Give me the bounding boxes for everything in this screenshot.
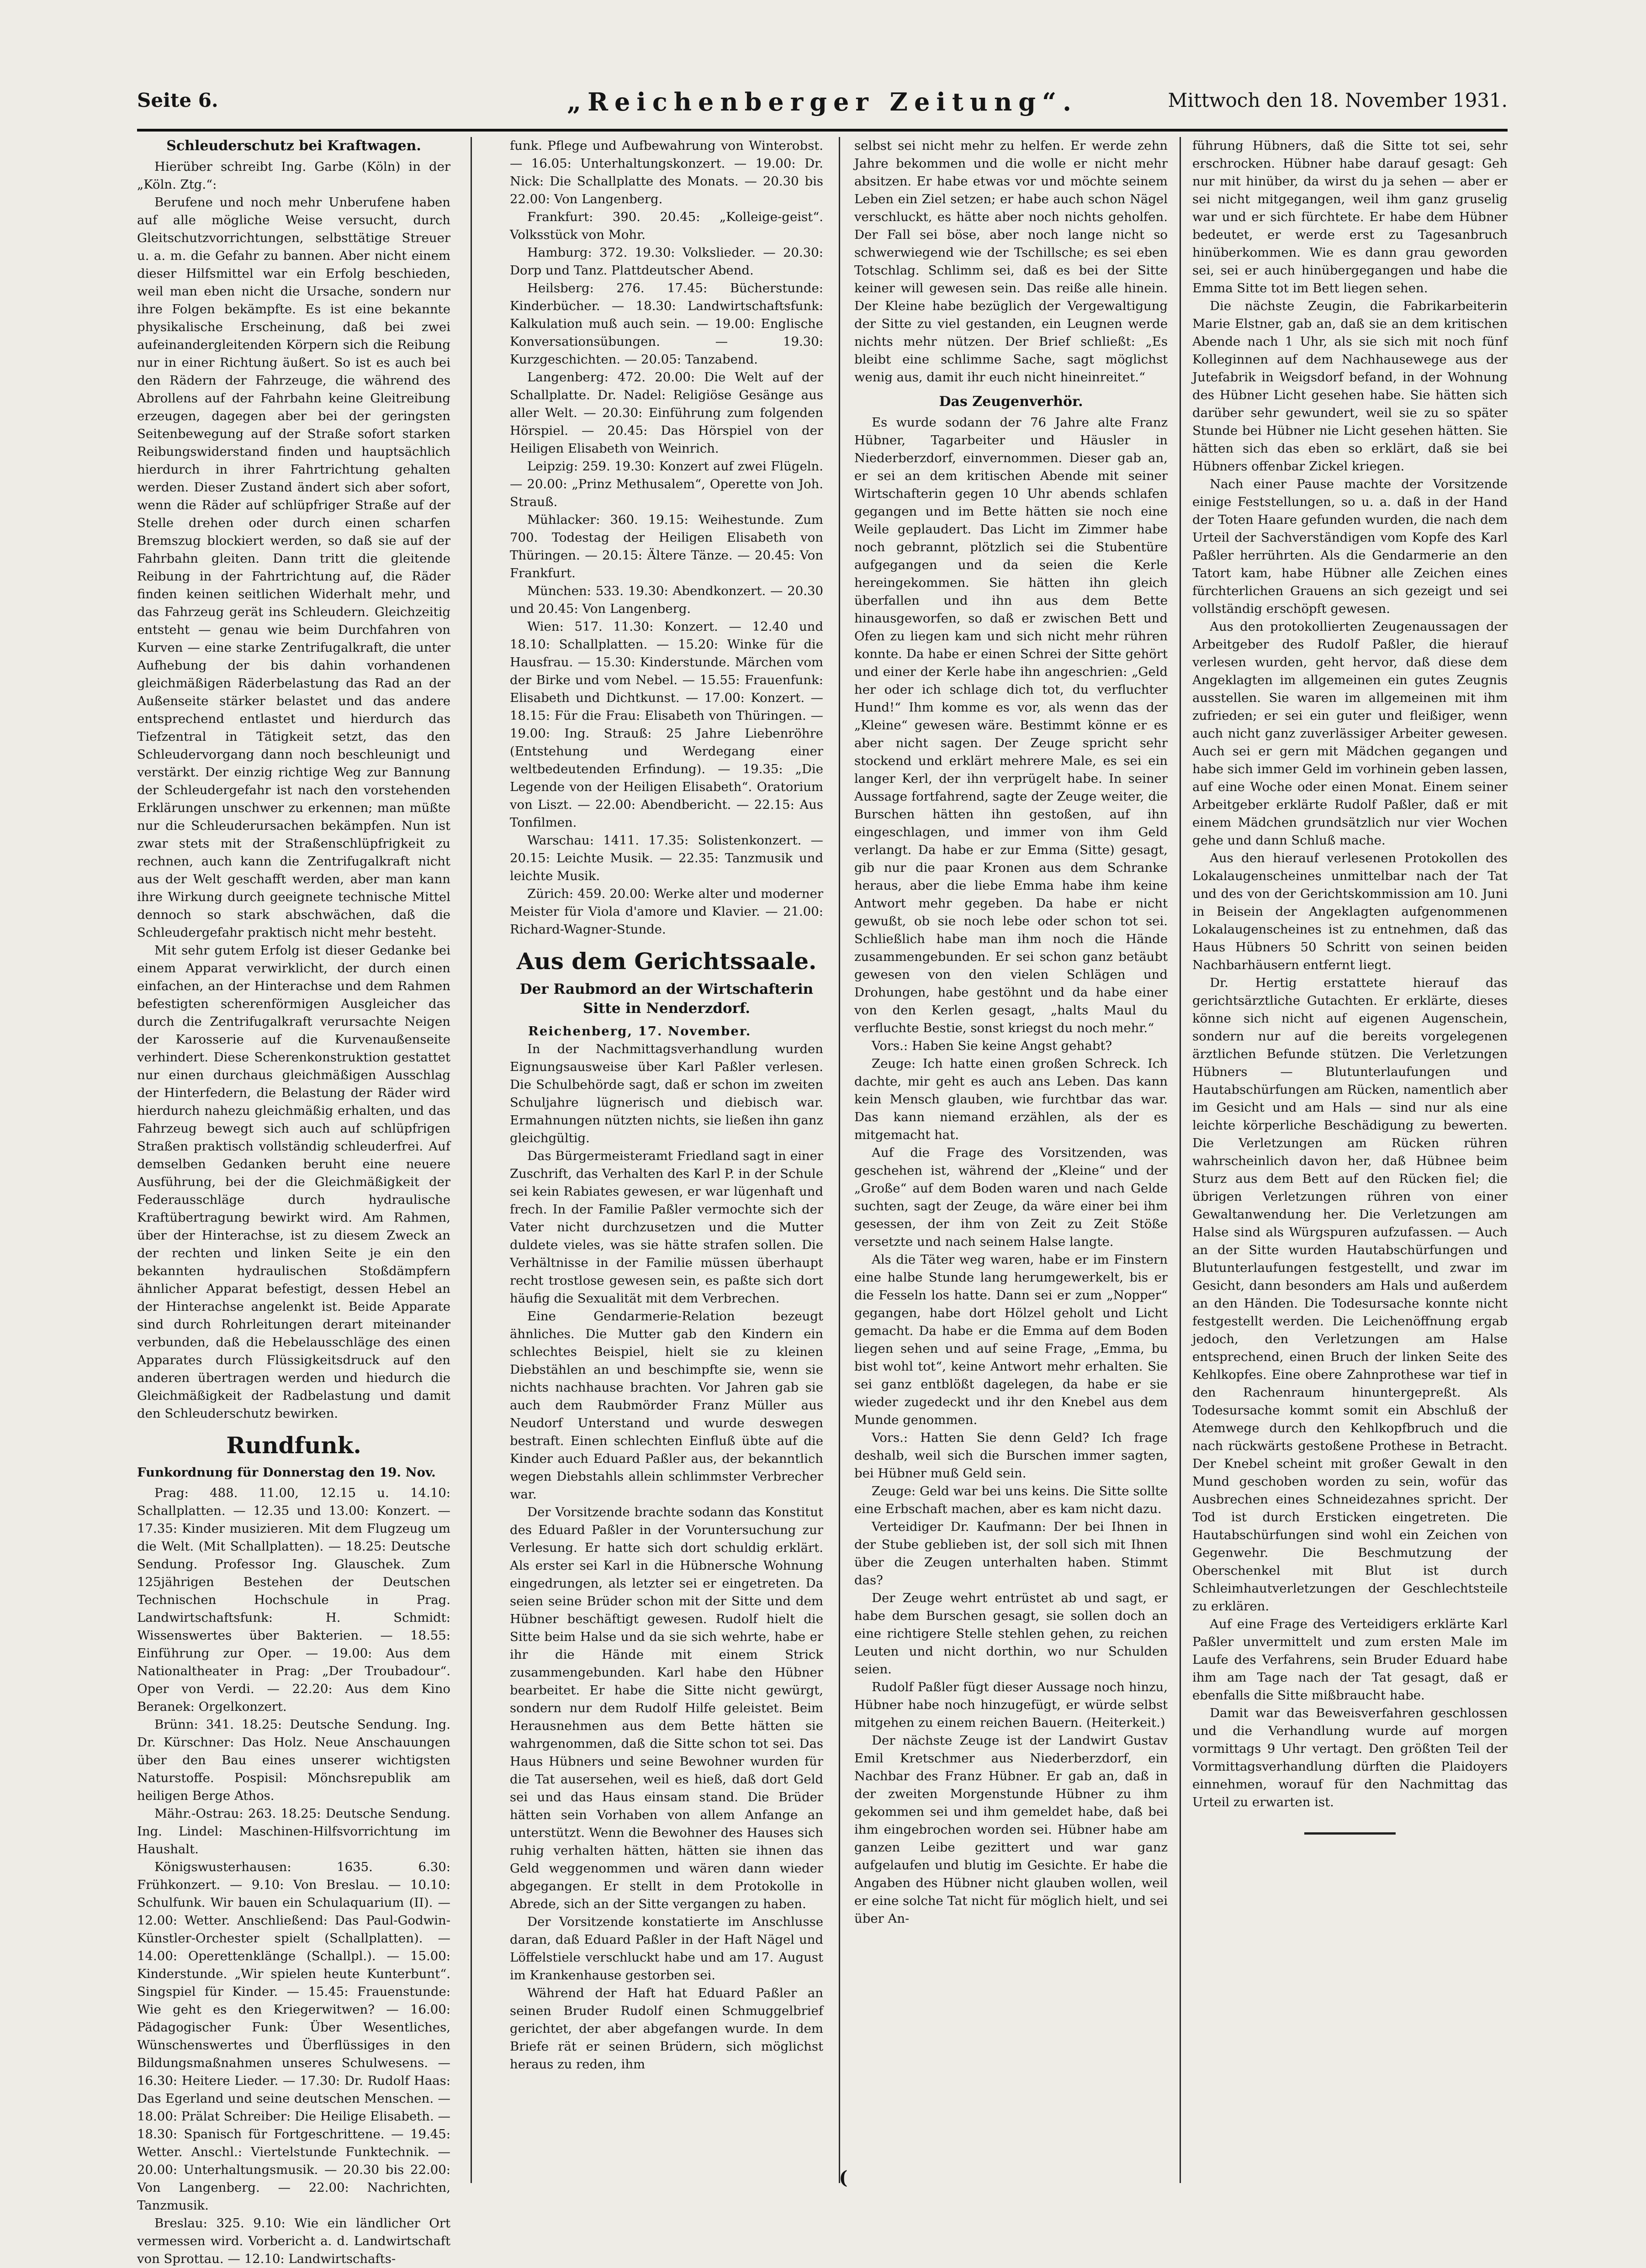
- dateline: [510, 1023, 823, 1040]
- paragraph: Der Vorsitzende konstatierte im Anschlusse daran, daß Eduard Paßler in der Haft Nägel und Löffelstiele verschluckt habe und am 17. August im Krankenhause gestorben sei.: [510, 1915, 823, 1983]
- page-number: Seite 6.: [137, 89, 218, 111]
- paragraph: Der nächste Zeuge ist der Landwirt Gustav Emil Kretschmer aus Niederberzdorf, ein Nachbar des Franz Hübner. Er gab an, daß in der zweiten Morgenstunde Hübner zu ihm gekommen sei und ihm gemeldet habe, daß bei ihm eingebrochen worden sei. Hübner habe am ganzen Leibe gezittert und war ganz aufgelaufen und blutig im Gesichte. Er habe die Angaben des Hübner nicht glauben wollen, weil er eine solche Tat nicht für möglich hielt, und sei über An-: [854, 1733, 1168, 1926]
- issue-date: Mittwoch den 18. November 1931.: [1168, 89, 1508, 111]
- paragraph: Nach einer Pause machte der Vorsitzende einige Feststellungen, so u. a. daß in der Hand der Toten Haare gefunden wurden, die nach dem Urteil der Sachverständigen vom Kopfe des Karl Paßler herrührten. Als die Gendarmerie an den Tatort kam, habe Hübner alle Zeichen eines fürchterlichen Grauens an sich gezeigt und sei vollständig erschöpft gewesen.: [1192, 477, 1508, 616]
- radio-listing: Wien: 517. 11.30: Konzert. — 12.40 und 18.10: Schallplatten. — 15.20: Winke für die Hausfrau. — 15.30: Kinderstunde. Märchen vom der Birke und vom Nebel. — 15.55: Frauenfunk: Elisabeth und Dichtkunst. — 17.00: Konzert. — 18.15: Für die Frau: Elisabeth von Thüringen. — 19.00: Ing. Strauß: 25 Jahre Liebenröhre (Entstehung und Werdegang einer weltbedeutenden Erfindung). — 19.35: „Die Legende von der Heiligen Elisabeth“. Oratorium von Liszt. — 22.00: Abendbericht. — 22.15: Aus Tonfilmen.: [510, 619, 823, 830]
- radio-listing: Prag: 488. 11.00, 12.15 u. 14.10: Schallplatten. — 12.35 und 13.00: Konzert. — 17.35: Kinder musizieren. Mit dem Flugzeug um die Welt. (Mit Schallplatten). — 18.25: Deutsche Sendung. Professor Ing. Glauschek. Zum 125jährigen Bestehen der Deutschen Technischen Hochschule in Prag. Landwirtschaftsfunk: H. Schmidt: Wissenswertes über Bakterien. — 18.55: Einführung zur Oper. — 19.00: Aus dem Nationaltheater in Prag: „Der Troubadour“. Oper von Verdi. — 22.20: Aus dem Kino Beranek: Orgelkonzert.: [137, 1486, 450, 1714]
- paragraph: Dr. Hertig erstattete hierauf das gerichtsärztliche Gutachten. Er erklärte, dieses könne sich nicht auf eigenen Augenschein, sondern nur auf die bereits vorgelegenen ärztlichen Befunde stützen. Die Verletzungen Hübners — Blutunterlaufungen und Hautabschürfungen am Rücken, namentlich aber im Gesicht und am Hals — sind nur als eine leichte körperliche Beschädigung zu bewerten. Die Verletzungen am Rücken rühren wahrscheinlich davon her, daß Hübnee beim Sturz aus dem Bett auf den Rücken fiel; die übrigen Verletzungen rühren von einer Gewaltanwendung her. Die Verletzungen am Halse sind als Würgspuren aufzufassen. — Auch an der Sitte wurden Hautabschürfungen und Blutunterlaufungen festgestellt, und zwar im Gesicht, dann besonders am Hals und außerdem an den Händen. Die Todesursache konnte nicht festgestellt werden. Die Leichenöffnung ergab jedoch, den Verletzungen am Halse entsprechend, einen Bruch der linken Seite des Kehlkopfes. Eine obere Zahnprothese war tief in den Rachenraum hinuntergepreßt. Als Todesursache kommt somit ein Abschluß der Atemwege durch den Kehlkopfbruch und die nach rückwärts gestoßene Prothese in Betracht. Der Knebel scheint mit großer Gewalt in den Mund geschoben worden zu sein, wofür das Ausbrechen eines Schneidezahnes spricht. Der Tod ist durch Ersticken eingetreten. Die Hautabschürfungen sind wohl ein Zeichen von Gegenwehr. Die Beschmutzung der Oberschenkel mit Blut ist durch Schleimhautverletzungen der Geschlechtsteile zu erklären.: [1192, 976, 1508, 1614]
- section-heading-court: Aus dem Gerichtssaale.: [516, 948, 817, 975]
- paragraph: führung Hübners, daß die Sitte tot sei, sehr erschrocken. Hübner habe darauf gesagt: Geh nur mit hinüber, da wirst du ja sehen — aber er sei nicht mitgegangen, weil ihm ganz gruselig war und er sich fürchtete. Er habe dem Hübner bedeutet, er werde erst zu Tagesanbruch hinüberkommen. Wie es dann grau geworden sei, sei er auch hinübergegangen und habe die Emma Sitte tot im Bett liegen sehen.: [1192, 138, 1508, 295]
- paragraph: selbst sei nicht mehr zu helfen. Er werde zehn Jahre bekommen und die wolle er nicht mehr absitzen. Er habe etwas vor und möchte seinem Leben ein Ziel setzen; er habe auch schon Nägel verschluckt, es hätte aber noch nichts geholfen. Der Fall sei böse, aber noch lange nicht so schwerwiegend wie der Tschillsche; es sei eben Totschlag. Schlimm sei, daß es bei der Sitte keiner will gewesen sein. Das reiße alle hinein. Der Kleine habe bezüglich der Vergewaltigung der Sitte zu viel gestanden, ein Leugnen werde nichts mehr nützen. Der Brief schließt: „Es bleibt eine schlimme Sache, sagt möglichst wenig aus, damit ihr euch nicht hineinreitet.“: [854, 138, 1168, 385]
- paragraph: Aus den hierauf verlesenen Protokollen des Lokalaugenscheines unmittelbar nach der Tat und des von der Gerichtskommission am 10. Juni in Beisein der Angeklagten aufgenommenen Lokalaugenscheines ist zu entnehmen, daß das Haus Hübners 50 Schritt von seinen beiden Nachbarhäusern entfernt liegt.: [1192, 851, 1508, 972]
- radio-listing: Mühlacker: 360. 19.15: Weihestunde. Zum 700. Todestag der Heiligen Elisabeth von Thüringen. — 20.15: Ältere Tänze. — 20.45: Von Frankfurt.: [510, 512, 823, 580]
- column-4: [1192, 137, 1508, 2183]
- paragraph: Das Bürgermeisteramt Friedland sagt in einer Zuschrift, das Verhalten des Karl P. in der Schule sei kein Rabiates gewesen, er war lügenhaft und frech. In der Familie Paßler vermochte sich der Vater nicht durchzusetzen und die Mutter duldete vieles, was sie hätte strafen sollen. Die Verhältnisse in der Familie müssen überhaupt recht trostlose gewesen sein, es paßte sich dort häufig die Sexualität mit dem Verbrechen.: [510, 1149, 823, 1306]
- radio-listing: Frankfurt: 390. 20.45: „Kolleige-geist“. Volksstück von Mohr.: [510, 210, 823, 242]
- paragraph: Während der Haft hat Eduard Paßler an seinen Bruder Rudolf einen Schmuggelbrief gerichtet, der aber abgefangen wurde. In dem Briefe rät er seinen Brüdern, sich möglichst heraus zu reden, ihm: [510, 1986, 823, 2072]
- witness-answer: Der Zeuge wehrt entrüstet ab und sagt, er habe dem Burschen gesagt, sie sollen doch an eine richtigere Stelle stehlen gehen, zu reichen Leuten und nicht dorthin, wo nur Schulden seien.: [854, 1591, 1168, 1677]
- radio-listing: Hamburg: 372. 19.30: Volkslieder. — 20.30: Dorp und Tanz. Plattdeutscher Abend.: [510, 245, 823, 278]
- paragraph: Die nächste Zeugin, die Fabrikarbeiterin Marie Elstner, gab an, daß sie an dem kritischen Abende nach 1 Uhr, als sie sich mit noch fünf Kolleginnen auf dem Nachhausewege aus der Jutefabrik in Weigsdorf befand, in der Wohnung des Hübner Licht gesehen habe. Sie hätten sich darüber sehr gewundert, weil sie zu so später Stunde bei Hübner nie Licht gesehen hätten. Sie hätten sich das eben so erklärt, daß sie bei Hübners offenbar Zickel kriegen.: [1192, 299, 1508, 474]
- paragraph: In der Nachmittagsverhandlung wurden Eignungsausweise über Karl Paßler verlesen. Die Schulbehörde sagt, daß er schon im zweiten Schuljahre lügnerisch und diebisch war. Ermahnungen nützten nichts, sie ließen ihn ganz gleichgültig.: [510, 1042, 823, 1145]
- column-divider: [839, 137, 840, 2183]
- paragraph: Es wurde sodann der 76 Jahre alte Franz Hübner, Tagarbeiter und Häusler in Niederberzdorf, einvernommen. Dieser gab an, er sei an dem kritischen Abende mit seiner Wirtschafterin gegen 10 Uhr abends schlafen gegangen und im Bette hätten sie noch eine Weile geplaudert. Das Licht im Zimmer habe noch gebrannt, plötzlich sei die Stubentüre aufgegangen und da seien die Kerle hereingekommen. Sie hätten ihn gleich überfallen und ihn aus dem Bette hinausgeworfen, so daß er zwischen Bett und Ofen zu liegen kam und sich nicht mehr rühren konnte. Da habe er einen Schrei der Sitte gehört und einer der Kerle habe ihn angeschrien: „Geld her oder ich schlage dich tot, du verfluchter Hund!“ Ihm komme es vor, als wenn das der „Kleine“ gewesen wäre. Bestimmt könne er es aber nicht sagen. Der Zeuge spricht sehr stockend und erklärt mehrere Male, es sei ein langer Kerl, der ihn verprügelt habe. In seiner Aussage fortfahrend, sagte der Zeuge weiter, die Burschen hätten ihn gestoßen, auf ihn eingeschlagen, und immer von ihm Geld verlangt. Da habe er zur Emma (Sitte) gesagt, gib nur die paar Kronen aus dem Schranke heraus, aber die liebe Emma habe ihm keine Antwort mehr gegeben. Da habe er nicht gewußt, ob sie noch lebe oder schon tot sei. Schließlich habe man ihm noch die Hände zusammengebunden. Er sei schon ganz betäubt gewesen von den vielen Schlägen und Drohungen, habe gestöhnt und da habe einer von den Kerlen gesagt, „halts Maul du verfluchte Bestie, sonst kriegst du noch mehr.“: [854, 415, 1168, 1035]
- article-end-rule: [1304, 1832, 1396, 1835]
- court-question: Vors.: Haben Sie keine Angst gehabt?: [872, 1039, 1112, 1053]
- paragraph: Mit sehr gutem Erfolg ist dieser Gedanke bei einem Apparat verwirklicht, der durch einen einfachen, an der Hinterachse und dem Rahmen befestigten scherenförmigen Ausgleicher das durch die Zentrifugalkraft verursachte Neigen der Karosserie auf die Kurvenaußenseite verhindert. Diese Scherenkonstruktion gestattet nur einen durchaus gleichmäßigen Ausschlag der Hinterfedern, die Belastung der Räder wird hierdurch nahezu gleichmäßig erhalten, und das Fahrzeug bewegt sich auch auf schlüpfrigen Straßen praktisch vollständig schleuderfrei. Auf demselben Gedanken beruht eine neuere Ausführung, bei der die Gleichmäßigkeit der Federausschläge durch hydraulische Kraftübertragung bewirkt wird. Am Rahmen, über der Hinterachse, ist zu diesem Zweck an der rechten und linken Seite je ein den bekannten hydraulischen Stoßdämpfern ähnlicher Apparat befestigt, dessen Hebel an der Hinterachse angelenkt ist. Beide Apparate sind durch Rohrleitungen derart miteinander verbunden, daß die Hebelausschläge des einen Apparates durch Flüssigkeitsdruck auf den anderen übertragen werden und hiedurch die Gleichmäßigkeit der Radbelastung und damit den Schleuderschutz bewirken.: [137, 943, 450, 1421]
- column-1: [137, 137, 450, 2266]
- paragraph: Auf eine Frage des Verteidigers erklärte Karl Paßler unvermittelt und zum ersten Male im Laufe des Verfahrens, sein Bruder Eduard habe ihm am Tage nach der Tat gesagt, daß er ebenfalls die Sitte mißbraucht habe.: [1192, 1617, 1508, 1703]
- paragraph: Hierüber schreibt Ing. Garbe (Köln) in der „Köln. Ztg.“:: [137, 159, 450, 192]
- column-divider: [471, 137, 472, 2183]
- radio-listing: Königswusterhausen: 1635. 6.30: Frühkonzert. — 9.10: Von Breslau. — 10.10: Schulfunk. Wir bauen ein Schulaquarium (II). — 12.00: Wetter. Anschließend: Das Paul-Godwin-Künstler-Orchester spielt (Schallplatten). — 14.00: Operettenklänge (Schallpl.). — 15.00: Kinderstunde. „Wir spielen heute Kunterbunt“. Singspiel für Kinder. — 15.45: Frauenstunde: Wie geht es den Kriegerwitwen? — 16.00: Pädagogischer Funk: Über Wesentliches, Wünschenswertes und Überflüssiges in den Bildungsmaßnahmen unseres Schulwesens. — 16.30: Heitere Lieder. — 17.30: Dr. Rudolf Haas: Das Egerland und seine deutschen Menschen. — 18.00: Prälat Schreiber: Die Heilige Elisabeth. — 18.30: Spanisch für Fortgeschrittene. — 19.45: Wetter. Anschl.: Viertelstunde Funktechnik. — 20.00: Unterhaltungsmusik. — 20.30 bis 22.00: Von Langenberg. — 22.00: Nachrichten, Tanzmusik.: [137, 1860, 450, 2213]
- radio-listing: Zürich: 459. 20.00: Werke alter und moderner Meister für Viola d'amore und Klavier. — 21.00: Richard-Wagner-Stunde.: [510, 886, 823, 937]
- dateline-place: Reichenberg, 17. November.: [528, 1024, 752, 1039]
- paragraph: Der Vorsitzende brachte sodann das Konstitut des Eduard Paßler in der Voruntersuchung zur Verlesung. Er hatte sich dort schuldig erklärt. Als erster sei Karl in die Hübnersche Wohnung eingedrungen, als letzter sei er eingetreten. Da seien seine Brüder schon mit der Sitte und dem Hübner beschäftigt gewesen. Rudolf hielt die Sitte beim Halse und da sie sich wehrte, habe er ihr die Hände mit einem Strick zusammengebunden. Karl habe den Hübner bearbeitet. Er habe die Sitte nicht gewürgt, sondern nur dem Rudolf Hilfe geleistet. Beim Herausnehmen aus dem Bette hätten sie wahrgenommen, daß die Sitte schon tot sei. Das Haus Hübners und seine Bewohner wurden für die Tat ausersehen, weil es hieß, daß dort Geld sei und das Haus einsam stand. Die Brüder hätten sein Vorhaben von allem Anfange an unterstützt. Wenn die Bewohner des Hauses sich ruhig verhalten hätten, hätten sie ihnen das Geld weggenommen und wären dann wieder abgegangen. Er stellt in dem Protokolle in Abrede, sich an der Sitte vergangen zu haben.: [510, 1505, 823, 1911]
- subheading-witness-hearing: Das Zeugenverhör.: [939, 394, 1083, 410]
- radio-listing: Leipzig: 259. 19.30: Konzert auf zwei Flügeln. — 20.00: „Prinz Methusalem“, Operette von Joh. Strauß.: [510, 459, 823, 509]
- court-question: Verteidiger Dr. Kaufmann: Der bei Ihnen in der Stube geblieben ist, der soll sich mit Ihnen über die Zeugen unterhalten haben. Stimmt das?: [854, 1519, 1168, 1588]
- article-heading-murder-case: Der Raubmord an der Wirtschafterin Sitte in Nenderzdorf.: [519, 981, 814, 1017]
- radio-listing: Brünn: 341. 18.25: Deutsche Sendung. Ing. Dr. Kürschner: Das Holz. Neue Anschauungen über den Bau eines unserer wichtigsten Naturstoffe. Pospisil: Mönchsrepublik am heiligen Berge Athos.: [137, 1717, 450, 1803]
- section-heading-radio: Rundfunk.: [226, 1432, 361, 1459]
- print-mark: (: [839, 2167, 848, 2189]
- paragraph: Berufene und noch mehr Unberufene haben auf alle mögliche Weise versucht, durch Gleitschutzvorrichtungen, selbsttätige Streuer u. a. m. die Gefahr zu bannen. Aber nicht einem dieser Hilfsmittel war ein Erfolg beschieden, weil man eben nicht die Ursache, sondern nur ihre Folgen bekämpfte. Es ist eine bekannte physikalische Erscheinung, daß bei zwei aufeinandergleitenden Körpern sich die Reibung nur in einer Richtung äußert. So ist es auch bei den Rädern der Fahrzeuge, die während des Abrollens auf der Fahrbahn keine Gleitreibung erzeugen, dagegen aber bei der geringsten Seitenbewegung auf der Straße sofort starken Reibungswiderstand finden und hauptsächlich hierdurch in ihrer Fahrtrichtung gehalten werden. Dieser Zustand ändert sich aber sofort, wenn die Räder auf schlüpfriger Straße auf der Stelle drehen oder durch einen scharfen Bremszug blockiert werden, so daß sie auf der Fahrbahn gleiten. Dann tritt die gleitende Reibung in der Fahrtrichtung auf, die Räder finden keinen seitlichen Widerhalt mehr, und das Fahrzeug gerät ins Schleudern. Gleichzeitig entsteht — genau wie beim Durchfahren von Kurven — eine starke Zentrifugalkraft, die unter Aufhebung der bis dahin vorhandenen gleichmäßigen Räderbelastung das Rad an der Außenseite stärker belastet und das andere entsprechend entlastet und hierdurch das Tiefzentral in Tätigkeit setzt, das den Schleudervorgang dann noch beschleunigt und verstärkt. Der einzig richtige Weg zur Bannung der Schleudergefahr ist nach den vorstehenden Erklärungen unschwer zu erkennen; man müßte nur die Schleuderursachen bekämpfen. Nun ist zwar stets mit der Straßenschlüpfrigkeit zu rechnen, auch kann die Zentrifugalkraft nicht aus der Welt geschafft werden, aber man kann ihre Wirkung durch geeignete technische Mittel dennoch so stark abschwächen, daß die Schleudergefahr praktisch nicht mehr besteht.: [137, 195, 450, 940]
- paragraph: Als die Täter weg waren, habe er im Finstern eine halbe Stunde lang herumgewerkelt, bis er die Fesseln los hatte. Dann sei er zum „Nopper“ gegangen, habe dort Hölzel geholt und Licht gemacht. Da habe er die Emma auf dem Boden liegen sehen und auf seine Frage, „Emma, bu bist wohl tot“, keine Antwort mehr erhalten. Sie sei ganz entblößt dagelegen, da habe er sie wieder zugedeckt und ihr den Knebel aus dem Munde genommen.: [854, 1252, 1168, 1427]
- radio-listing: Mähr.-Ostrau: 263. 18.25: Deutsche Sendung. Ing. Lindel: Maschinen-Hilfsvorrichtung im Haushalt.: [137, 1806, 450, 1857]
- court-question: Vors.: Hatten Sie denn Geld? Ich frage deshalb, weil sich die Burschen immer sagten, bei Hübner muß Geld sein.: [854, 1430, 1168, 1481]
- paragraph: Damit war das Beweisverfahren geschlossen und die Verhandlung wurde auf morgen vormittags 9 Uhr vertagt. Den größten Teil der Vormittagsverhandlung dürften die Plaidoyers einnehmen, worauf für den Nachmittag das Urteil zu erwarten ist.: [1192, 1706, 1508, 1809]
- newspaper-title: „Reichenberger Zeitung“.: [567, 87, 1078, 116]
- header-rule: [137, 129, 1508, 132]
- article-heading-skid-protection: Schleuderschutz bei Kraftwagen.: [166, 138, 421, 154]
- column-2: [510, 137, 823, 2183]
- paragraph: Auf die Frage des Vorsitzenden, was geschehen ist, während der „Kleine“ und der „Große“ auf dem Boden waren und nach Gelde suchten, sagt der Zeuge, da wäre einer bei ihm gesessen, der ihm von Zeit zu Zeit Stöße versetzte und nach seinem Halse langte.: [854, 1145, 1168, 1249]
- radio-listing: München: 533. 19.30: Abendkonzert. — 20.30 und 20.45: Von Langenberg.: [510, 584, 823, 616]
- radio-listing: Warschau: 1411. 17.35: Solistenkonzert. — 20.15: Leichte Musik. — 22.35: Tanzmusik und leichte Musik.: [510, 833, 823, 883]
- paragraph: Rudolf Paßler fügt dieser Aussage noch hinzu, Hübner habe noch hinzugefügt, er würde selbst mitgehen zu einem reichen Bauern. (Heiterkeit.): [854, 1680, 1168, 1730]
- page-header: [137, 89, 1508, 121]
- column-3: [854, 137, 1168, 2183]
- witness-answer: Zeuge: Geld war bei uns keins. Die Sitte sollte eine Erbschaft machen, aber es kam nicht dazu.: [854, 1484, 1168, 1516]
- radio-listing: Heilsberg: 276. 17.45: Bücherstunde: Kinderbücher. — 18.30: Landwirtschaftsfunk: Kalkulation muß auch sein. — 19.00: Englische Konversationsübungen. — 19.30: Kurzgeschichten. — 20.05: Tanzabend.: [510, 281, 823, 367]
- paragraph: Eine Gendarmerie-Relation bezeugt ähnliches. Die Mutter gab den Kindern ein schlechtes Beispiel, hielt sie zu kleinen Diebstählen an und beschimpfte sie, wenn sie nichts nachhause brachten. Vor Jahren gab sie auch dem Raubmörder Franz Müller aus Neudorf Unterstand und wurde deswegen bestraft. Einen schlechten Einfluß übte auf die Kinder auch Eduard Paßler aus, der bekanntlich wegen Diebstahls allein schlimmster Verbrecher war.: [510, 1309, 823, 1502]
- column-divider: [1180, 137, 1181, 2183]
- paragraph: Aus den protokollierten Zeugenaussagen der Arbeitgeber des Rudolf Paßler, die hierauf verlesen wurden, geht hervor, daß diese dem Angeklagten im allgemeinen ein gutes Zeugnis ausstellen. Sie waren im allgemeinen mit ihm zufrieden; er sei ein guter und fleißiger, wenn auch nicht ganz zuverlässiger Arbeiter gewesen. Auch sei er gern mit Mädchen gegangen und habe sich immer Geld im vorhinein geben lassen, auf eine Woche oder einen Monat. Einem seiner Arbeitgeber erklärte Rudolf Paßler, daß er mit einem Mädchen grundsätzlich nur vier Wochen gehe und dann Schluß mache.: [1192, 619, 1508, 848]
- radio-listing: Breslau: 325. 9.10: Wie ein ländlicher Ort vermessen wird. Vorbericht a. d. Landwirtschaft von Sprottau. — 12.10: Landwirtschafts-: [137, 2216, 450, 2266]
- witness-answer: Zeuge: Ich hatte einen großen Schreck. Ich dachte, mir geht es auch ans Leben. Das kann kein Mensch glauben, wie furchtbar das war. Das kann niemand erzählen, als der es mitgemacht hat.: [854, 1056, 1168, 1142]
- radio-schedule-subheading: Funkordnung für Donnerstag den 19. Nov.: [137, 1465, 436, 1480]
- radio-listing: funk. Pflege und Aufbewahrung von Winterobst. — 16.05: Unterhaltungskonzert. — 19.00: Dr. Nick: Die Schallplatte des Monats. — 20.30 bis 22.00: Von Langenberg.: [510, 138, 823, 206]
- radio-listing: Langenberg: 472. 20.00: Die Welt auf der Schallplatte. Dr. Nadel: Religiöse Gesänge aus aller Welt. — 20.30: Einführung zum folgenden Hörspiel. — 20.45: Das Hörspiel von der Heiligen Elisabeth von Weinrich.: [510, 370, 823, 456]
